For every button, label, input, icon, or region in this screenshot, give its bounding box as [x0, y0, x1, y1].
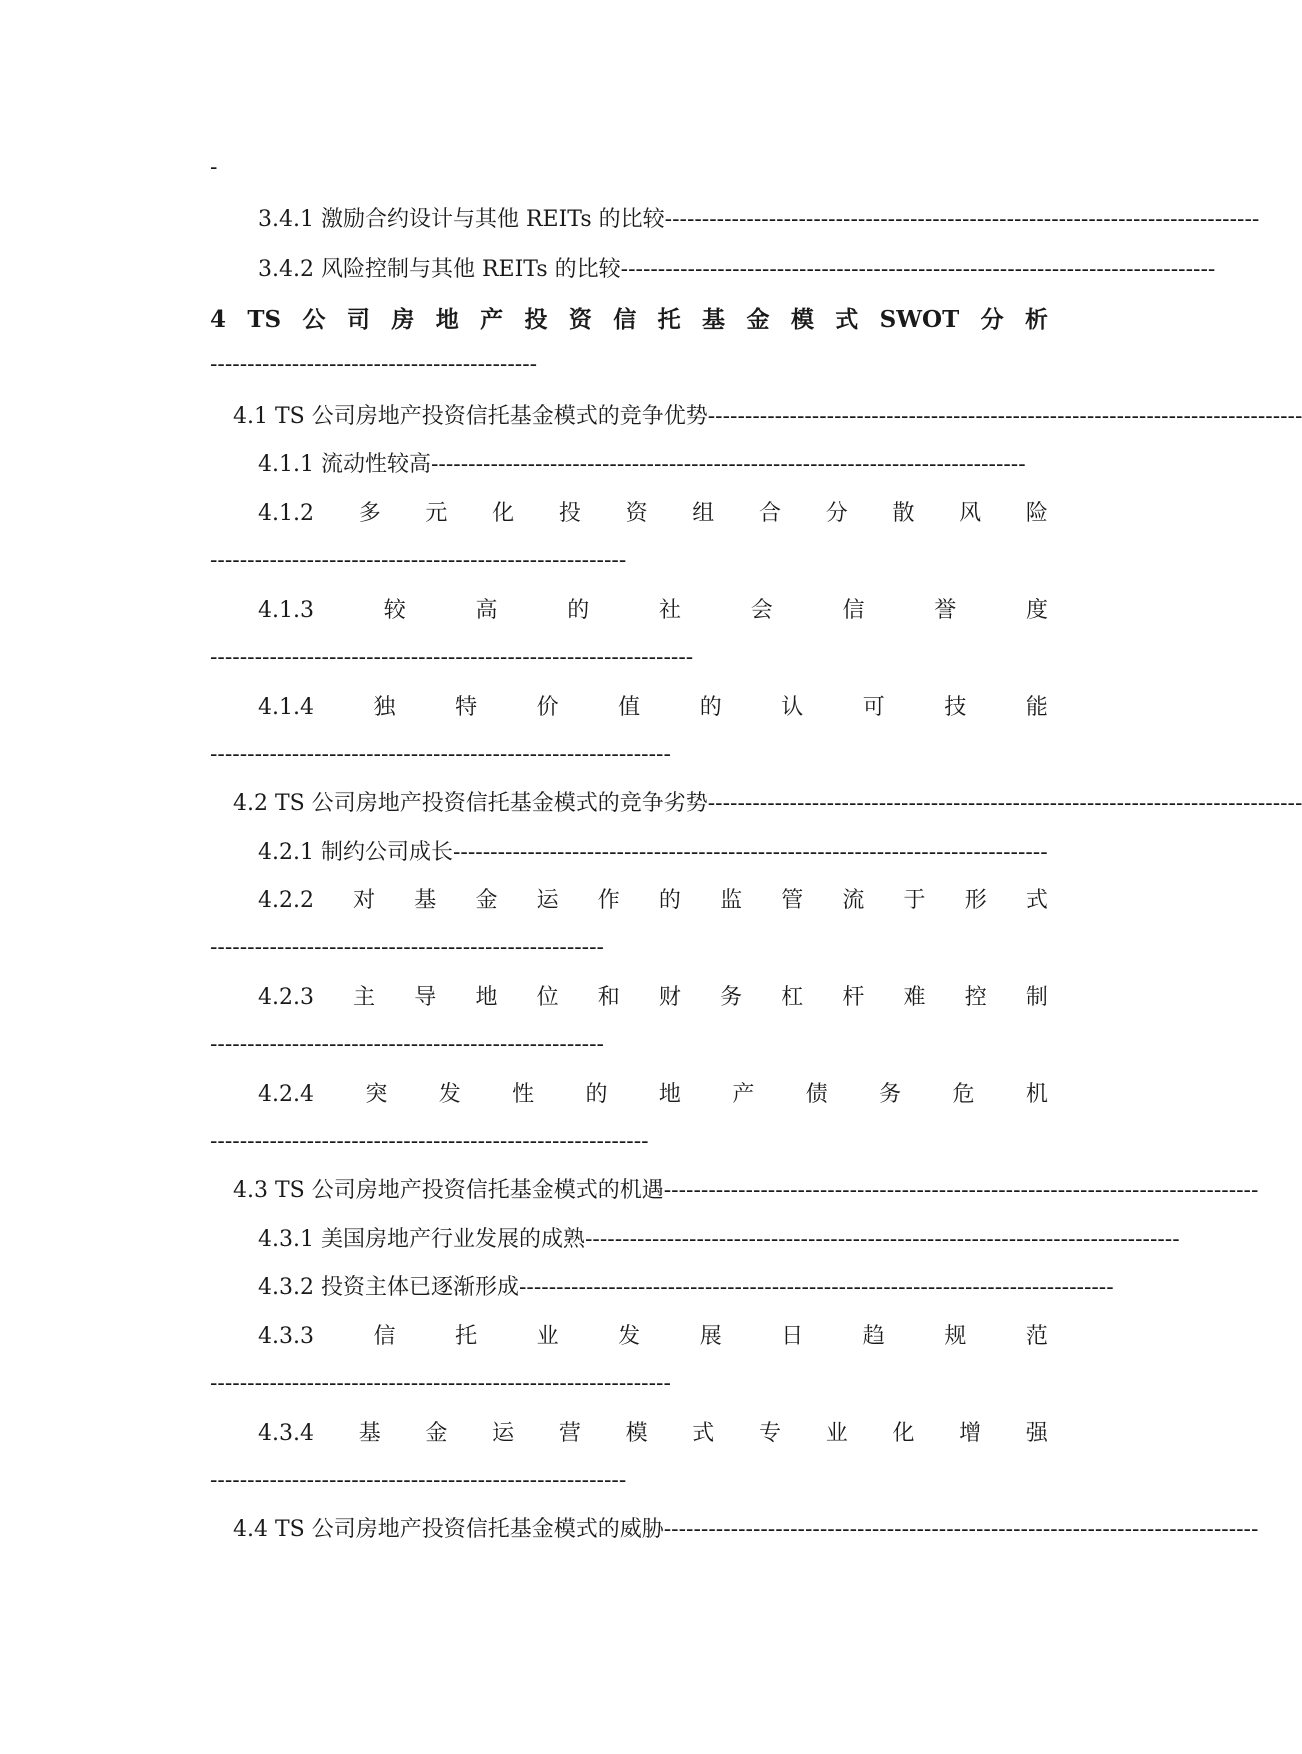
toc-entry-3-4-1[interactable]: [258, 205, 1260, 235]
toc-token: 发: [618, 1324, 641, 1349]
toc-token: 公: [302, 306, 326, 333]
toc-token: 房: [391, 306, 415, 333]
toc-leader: --------------------------------------------------------------------------------: [620, 257, 1216, 282]
toc-token: SWOT: [879, 306, 960, 333]
toc-token: 信: [613, 306, 637, 333]
toc-leader-continuation: -----------------------------------------------------: [210, 935, 604, 960]
toc-token: 的: [567, 598, 590, 623]
toc-token: 4.1.3: [258, 598, 314, 623]
toc-token: 产: [732, 1082, 755, 1107]
toc-token: 模: [790, 306, 814, 333]
toc-entry-4-2-4[interactable]: [258, 1080, 1048, 1110]
toc-token: 特: [455, 695, 478, 720]
toc-token: 性: [512, 1082, 535, 1107]
toc-leader: --------------------------------------------------------------------------------: [584, 1227, 1180, 1252]
toc-token: 4.3.3: [258, 1324, 314, 1349]
toc-token: 风: [959, 501, 982, 526]
toc-token: 多: [358, 501, 381, 526]
toc-label: 4.1.1 流动性较高: [258, 452, 431, 477]
toc-token: 价: [536, 695, 559, 720]
leading-dash: -: [210, 155, 218, 180]
toc-label: 4.3.1 美国房地产行业发展的成熟: [258, 1227, 585, 1252]
toc-token: 式: [835, 306, 859, 333]
toc-token: 模: [625, 1421, 648, 1446]
toc-token: 财: [658, 985, 681, 1010]
toc-token: 基: [358, 1421, 381, 1446]
toc-token: TS: [247, 306, 282, 333]
toc-leader: --------------------------------------------------------------------------------: [518, 1275, 1114, 1300]
toc-token: 主: [353, 985, 376, 1010]
toc-token: 杆: [842, 985, 865, 1010]
toc-leader: --------------------------------------------------------------------------------: [430, 452, 1026, 477]
toc-token: 4.1.2: [258, 501, 314, 526]
toc-token: 可: [862, 695, 885, 720]
toc-token: 趋: [862, 1324, 885, 1349]
toc-token: 突: [365, 1082, 388, 1107]
toc-token: 投: [558, 501, 581, 526]
toc-token: 基: [414, 888, 437, 913]
toc-token: 能: [1025, 695, 1048, 720]
toc-token: 地: [435, 306, 459, 333]
toc-token: 分: [980, 306, 1004, 333]
toc-token: 散: [892, 501, 915, 526]
toc-entry-4-3-4[interactable]: [258, 1419, 1048, 1449]
toc-token: 资: [625, 501, 648, 526]
toc-token: 地: [475, 985, 498, 1010]
toc-token: 务: [720, 985, 743, 1010]
toc-token: 危: [952, 1082, 975, 1107]
toc-leader-continuation: --------------------------------------------: [210, 352, 538, 377]
toc-entry-4-2-1[interactable]: [258, 838, 1048, 868]
toc-label: 4.2 TS 公司房地产投资信托基金模式的竞争劣势: [233, 791, 708, 816]
toc-token: 元: [425, 501, 448, 526]
toc-token: 发: [438, 1082, 461, 1107]
toc-label: 4.3.2 投资主体已逐渐形成: [258, 1275, 519, 1300]
toc-token: 化: [492, 501, 515, 526]
toc-entry-4-1-1[interactable]: [258, 450, 1048, 480]
toc-entry-4-3-2[interactable]: [258, 1273, 1114, 1303]
toc-token: 誉: [934, 598, 957, 623]
toc-token: 的: [585, 1082, 608, 1107]
toc-label: 4.3 TS 公司房地产投资信托基金模式的机遇: [233, 1178, 664, 1203]
toc-entry-3-4-2[interactable]: [258, 255, 1216, 285]
toc-token: 组: [692, 501, 715, 526]
toc-chapter-4[interactable]: [210, 305, 1048, 335]
toc-token: 强: [1025, 1421, 1048, 1446]
toc-entry-4-3-1[interactable]: [258, 1225, 1180, 1255]
toc-token: 机: [1025, 1082, 1048, 1107]
toc-token: 监: [720, 888, 743, 913]
toc-leader: --------------------------------------------------------------------------------: [707, 404, 1302, 429]
toc-token: 地: [658, 1082, 681, 1107]
toc-token: 资: [568, 306, 592, 333]
toc-token: 化: [892, 1421, 915, 1446]
toc-token: 信: [842, 598, 865, 623]
toc-leader-continuation: --------------------------------------------------------------: [210, 1371, 671, 1396]
toc-label: 3.4.1 激励合约设计与其他 REITs 的比较: [258, 207, 665, 232]
toc-token: 会: [750, 598, 773, 623]
toc-leader: --------------------------------------------------------------------------------: [707, 791, 1302, 816]
toc-entry-4-1-2[interactable]: [258, 499, 1048, 529]
toc-token: 险: [1025, 501, 1048, 526]
toc-token: 增: [959, 1421, 982, 1446]
toc-token: 产: [480, 306, 504, 333]
toc-token: 值: [618, 695, 641, 720]
toc-token: 形: [964, 888, 987, 913]
toc-label: 4.4 TS 公司房地产投资信托基金模式的威胁: [233, 1517, 664, 1542]
toc-token: 展: [699, 1324, 722, 1349]
toc-token: 债: [805, 1082, 828, 1107]
toc-token: 4.1.4: [258, 695, 314, 720]
toc-token: 4.2.4: [258, 1082, 314, 1107]
toc-token: 托: [455, 1324, 478, 1349]
toc-token: 范: [1025, 1324, 1048, 1349]
toc-token: 控: [964, 985, 987, 1010]
toc-token: 日: [781, 1324, 804, 1349]
toc-token: 式: [1025, 888, 1048, 913]
toc-entry-4-3-3[interactable]: [258, 1322, 1048, 1352]
toc-leader-continuation: --------------------------------------------------------: [210, 1468, 627, 1493]
toc-token: 作: [597, 888, 620, 913]
toc-leader-continuation: -----------------------------------------------------------------: [210, 645, 694, 670]
toc-token: 导: [414, 985, 437, 1010]
toc-token: 分: [825, 501, 848, 526]
toc-token: 位: [536, 985, 559, 1010]
toc-token: 独: [373, 695, 396, 720]
toc-entry-4-1[interactable]: [233, 402, 1302, 432]
toc-token: 度: [1025, 598, 1048, 623]
toc-token: 业: [536, 1324, 559, 1349]
toc-entry-4-3[interactable]: [233, 1176, 1259, 1206]
toc-label: 3.4.2 风险控制与其他 REITs 的比较: [258, 257, 621, 282]
toc-leader-continuation: -----------------------------------------------------------: [210, 1129, 649, 1154]
toc-token: 社: [658, 598, 681, 623]
toc-leader: --------------------------------------------------------------------------------: [663, 1178, 1259, 1203]
toc-leader-continuation: --------------------------------------------------------------: [210, 742, 671, 767]
toc-entry-4-1-4[interactable]: [258, 693, 1048, 723]
toc-token: 杠: [781, 985, 804, 1010]
toc-entry-4-1-3[interactable]: [258, 596, 1048, 626]
toc-token: 析: [1024, 306, 1048, 333]
toc-token: 和: [597, 985, 620, 1010]
toc-leader-continuation: --------------------------------------------------------: [210, 548, 627, 573]
toc-token: 的: [658, 888, 681, 913]
toc-entry-4-4[interactable]: [233, 1515, 1259, 1545]
toc-token: 规: [944, 1324, 967, 1349]
toc-token: 司: [346, 306, 370, 333]
toc-token: 投: [524, 306, 548, 333]
toc-token: 专: [759, 1421, 782, 1446]
toc-token: 制: [1025, 985, 1048, 1010]
toc-token: 4: [210, 306, 227, 333]
toc-token: 运: [492, 1421, 515, 1446]
toc-leader: --------------------------------------------------------------------------------: [664, 207, 1260, 232]
toc-token: 务: [879, 1082, 902, 1107]
toc-leader-continuation: -----------------------------------------------------: [210, 1032, 604, 1057]
toc-token: 高: [475, 598, 498, 623]
toc-entry-4-2-3[interactable]: [258, 983, 1048, 1013]
toc-entry-4-2-2[interactable]: [258, 886, 1048, 916]
toc-token: 信: [373, 1324, 396, 1349]
toc-token: 运: [536, 888, 559, 913]
toc-token: 认: [781, 695, 804, 720]
toc-token: 托: [657, 306, 681, 333]
toc-leader: --------------------------------------------------------------------------------: [663, 1517, 1259, 1542]
toc-token: 4.2.2: [258, 888, 314, 913]
toc-token: 业: [825, 1421, 848, 1446]
toc-token: 对: [353, 888, 376, 913]
toc-leader: --------------------------------------------------------------------------------: [452, 840, 1048, 865]
toc-entry-4-2[interactable]: [233, 789, 1302, 819]
toc-token: 金: [475, 888, 498, 913]
toc-token: 合: [759, 501, 782, 526]
toc-label: 4.2.1 制约公司成长: [258, 840, 453, 865]
toc-token: 于: [903, 888, 926, 913]
toc-token: 式: [692, 1421, 715, 1446]
toc-token: 难: [903, 985, 926, 1010]
toc-token: 基: [702, 306, 726, 333]
toc-token: 较: [383, 598, 406, 623]
toc-token: 营: [558, 1421, 581, 1446]
toc-token: 的: [699, 695, 722, 720]
toc-token: 管: [781, 888, 804, 913]
toc-token: 4.3.4: [258, 1421, 314, 1446]
toc-token: 技: [944, 695, 967, 720]
toc-token: 金: [425, 1421, 448, 1446]
toc-token: 4.2.3: [258, 985, 314, 1010]
toc-token: 金: [746, 306, 770, 333]
toc-label: 4.1 TS 公司房地产投资信托基金模式的竞争优势: [233, 404, 708, 429]
toc-token: 流: [842, 888, 865, 913]
